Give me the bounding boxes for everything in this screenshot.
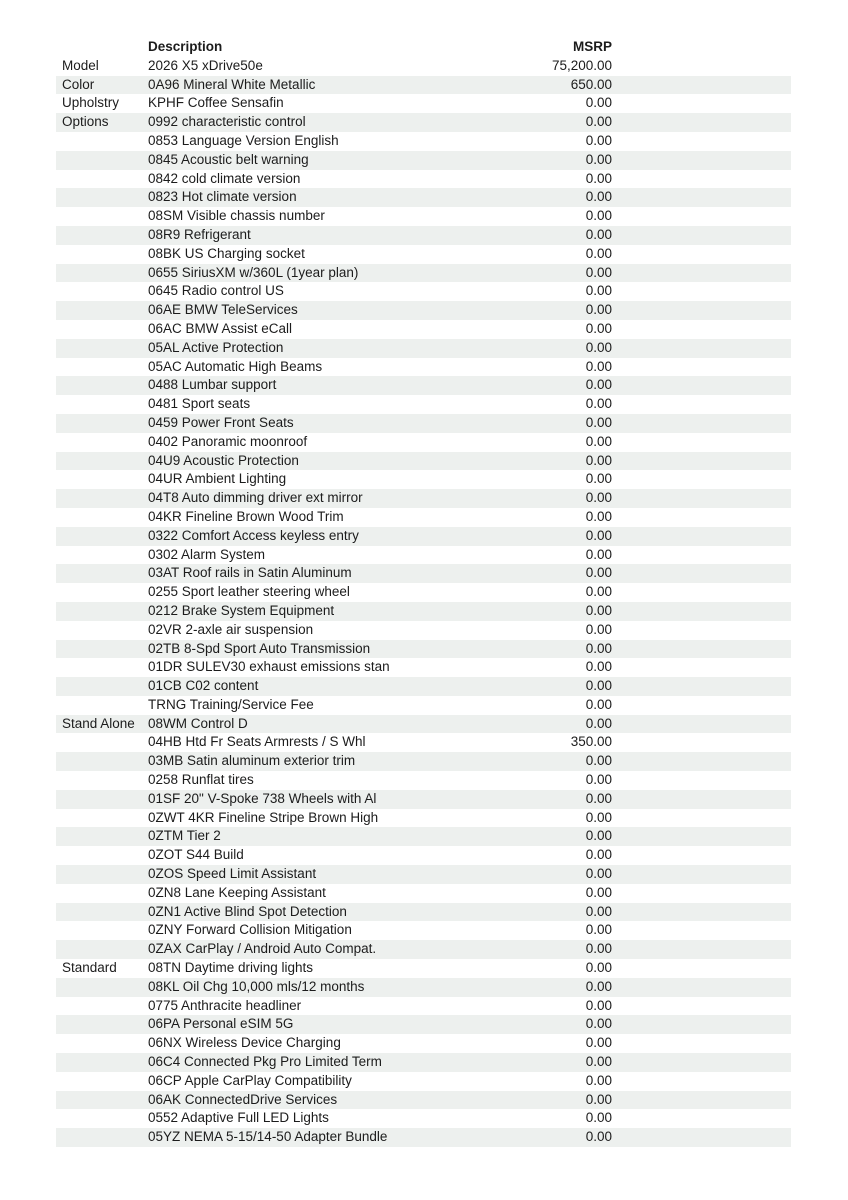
table-row: [56, 508, 791, 527]
row-msrp: 0.00: [585, 602, 612, 618]
row-msrp: 0.00: [585, 396, 612, 412]
row-filler: [612, 188, 791, 207]
table-row: [56, 1128, 791, 1147]
row-filler: [612, 1091, 791, 1110]
row-description: 0552 Adaptive Full LED Lights: [148, 1110, 329, 1126]
row-filler: [612, 715, 791, 734]
row-filler: [612, 57, 791, 76]
table-row: [56, 188, 791, 207]
row-filler: [612, 151, 791, 170]
table-row: [56, 339, 791, 358]
row-category: [56, 508, 148, 527]
row-filler: [612, 752, 791, 771]
table-row: [56, 696, 791, 715]
row-filler: [612, 226, 791, 245]
row-category: [56, 301, 148, 320]
row-msrp: 0.00: [585, 1091, 612, 1107]
table-row: [56, 207, 791, 226]
row-description: 0992 characteristic control: [148, 114, 306, 130]
table-row: [56, 658, 791, 677]
row-category: [56, 583, 148, 602]
row-description: 0ZOS Speed Limit Assistant: [148, 866, 317, 882]
row-filler: [612, 170, 791, 189]
table-row: [56, 132, 791, 151]
row-filler: [612, 301, 791, 320]
row-description: 08WM Control D: [148, 715, 248, 731]
row-msrp: 0.00: [585, 264, 612, 280]
row-category: [56, 846, 148, 865]
row-category: [56, 827, 148, 846]
row-msrp: 0.00: [585, 527, 612, 543]
table-row: [56, 264, 791, 283]
row-description: 05AL Active Protection: [148, 339, 284, 355]
row-msrp: 0.00: [585, 565, 612, 581]
row-category: [56, 903, 148, 922]
row-description: 03AT Roof rails in Satin Aluminum: [148, 565, 352, 581]
row-category: [56, 1109, 148, 1128]
row-description: 0ZN8 Lane Keeping Assistant: [148, 884, 326, 900]
row-category: [56, 358, 148, 377]
row-msrp: 75,200.00: [551, 57, 612, 73]
table-row: [56, 1015, 791, 1034]
row-filler: [612, 564, 791, 583]
table-row: [56, 76, 791, 95]
row-description: 06CP Apple CarPlay Compatibility: [148, 1072, 352, 1088]
row-filler: [612, 376, 791, 395]
row-filler: [612, 508, 791, 527]
row-filler: [612, 621, 791, 640]
table-row: [56, 940, 791, 959]
msrp-column-header: MSRP: [572, 39, 612, 54]
table-row: [56, 997, 791, 1016]
row-filler: [612, 264, 791, 283]
row-description: 0ZWT 4KR Fineline Stripe Brown High: [148, 809, 379, 825]
row-filler: [612, 959, 791, 978]
row-msrp: 0.00: [585, 678, 612, 694]
table-row: [56, 771, 791, 790]
row-msrp: 0.00: [585, 903, 612, 919]
row-msrp: 0.00: [585, 377, 612, 393]
table-row: [56, 564, 791, 583]
row-filler: [612, 903, 791, 922]
row-category: [56, 339, 148, 358]
row-description: 06C4 Connected Pkg Pro Limited Term: [148, 1054, 382, 1070]
row-category: [56, 658, 148, 677]
row-description: 0459 Power Front Seats: [148, 414, 294, 430]
table-row: [56, 903, 791, 922]
row-description: 06AC BMW Assist eCall: [148, 320, 293, 336]
row-filler: [612, 677, 791, 696]
row-msrp: 0.00: [585, 772, 612, 788]
row-filler: [612, 978, 791, 997]
table-row: [56, 884, 791, 903]
row-filler: [612, 282, 791, 301]
row-msrp: 0.00: [585, 659, 612, 675]
row-filler: [612, 884, 791, 903]
row-description: 08TN Daytime driving lights: [148, 960, 314, 976]
row-category: [56, 771, 148, 790]
row-msrp: 0.00: [585, 640, 612, 656]
row-msrp: 650.00: [570, 76, 612, 92]
row-msrp: 0.00: [585, 132, 612, 148]
row-category: [56, 527, 148, 546]
row-description: 0842 cold climate version: [148, 170, 301, 186]
row-msrp: 350.00: [570, 734, 612, 750]
row-msrp: 0.00: [585, 809, 612, 825]
row-filler: [612, 602, 791, 621]
row-msrp: 0.00: [585, 95, 612, 111]
row-msrp: 0.00: [585, 189, 612, 205]
row-msrp: 0.00: [585, 715, 612, 731]
row-category: Model: [62, 57, 99, 73]
row-category: [56, 865, 148, 884]
row-category: [56, 752, 148, 771]
row-description: 01CB C02 content: [148, 678, 259, 694]
row-msrp: 0.00: [585, 1054, 612, 1070]
row-filler: [612, 113, 791, 132]
row-msrp: 0.00: [585, 1110, 612, 1126]
table-row: [56, 226, 791, 245]
row-description: 01SF 20" V-Spoke 738 Wheels with Al: [148, 790, 377, 806]
table-header-row: [56, 38, 791, 57]
row-category: Options: [62, 114, 109, 130]
row-category: [56, 1015, 148, 1034]
row-category: [56, 414, 148, 433]
row-msrp: 0.00: [585, 621, 612, 637]
row-filler: [612, 76, 791, 95]
row-category: [56, 132, 148, 151]
row-category: [56, 207, 148, 226]
row-filler: [612, 658, 791, 677]
table-row: [56, 1072, 791, 1091]
row-filler: [612, 489, 791, 508]
row-msrp: 0.00: [585, 997, 612, 1013]
row-filler: [612, 997, 791, 1016]
row-description: 0ZNY Forward Collision Mitigation: [148, 922, 352, 938]
row-msrp: 0.00: [585, 1035, 612, 1051]
row-msrp: 0.00: [585, 433, 612, 449]
row-category: [56, 978, 148, 997]
table-row: [56, 57, 791, 76]
row-filler: [612, 583, 791, 602]
row-description: 04UR Ambient Lighting: [148, 471, 287, 487]
table-row: [56, 395, 791, 414]
row-description: 08BK US Charging socket: [148, 245, 305, 261]
table-row: [56, 1034, 791, 1053]
table-row: [56, 677, 791, 696]
row-filler: [612, 696, 791, 715]
row-description: 0258 Runflat tires: [148, 772, 254, 788]
row-category: [56, 1091, 148, 1110]
row-filler: [612, 940, 791, 959]
row-description: 06PA Personal eSIM 5G: [148, 1016, 294, 1032]
table-row: [56, 113, 791, 132]
row-description: 04HB Htd Fr Seats Armrests / S Whl: [148, 734, 366, 750]
table-row: [56, 170, 791, 189]
table-row: [56, 733, 791, 752]
row-description: 05YZ NEMA 5-15/14-50 Adapter Bundle: [148, 1129, 388, 1145]
row-category: [56, 245, 148, 264]
row-msrp: 0.00: [585, 847, 612, 863]
row-description: 06AE BMW TeleServices: [148, 302, 298, 318]
category-column-header: [56, 38, 148, 57]
row-msrp: 0.00: [585, 941, 612, 957]
row-filler: [612, 395, 791, 414]
table-row: [56, 320, 791, 339]
table-row: [56, 602, 791, 621]
row-description: 03MB Satin aluminum exterior trim: [148, 753, 356, 769]
table-row: [56, 301, 791, 320]
header-filler: [612, 38, 791, 57]
row-description: 0823 Hot climate version: [148, 189, 297, 205]
row-category: [56, 226, 148, 245]
row-category: [56, 188, 148, 207]
row-description: 0853 Language Version English: [148, 132, 339, 148]
row-filler: [612, 921, 791, 940]
row-category: [56, 809, 148, 828]
table-row: [56, 846, 791, 865]
row-description: 0645 Radio control US: [148, 283, 284, 299]
row-description: 0302 Alarm System: [148, 546, 266, 562]
row-filler: [612, 846, 791, 865]
row-category: [56, 1072, 148, 1091]
row-description: 04KR Fineline Brown Wood Trim: [148, 508, 344, 524]
row-msrp: 0.00: [585, 696, 612, 712]
table-row: [56, 621, 791, 640]
row-description: 0845 Acoustic belt warning: [148, 151, 309, 167]
row-category: Standard: [62, 960, 117, 976]
row-category: [56, 395, 148, 414]
row-filler: [612, 865, 791, 884]
row-description: 08R9 Refrigerant: [148, 226, 251, 242]
row-msrp: 0.00: [585, 960, 612, 976]
row-filler: [612, 1128, 791, 1147]
row-description: 0ZOT S44 Build: [148, 847, 244, 863]
table-row: [56, 245, 791, 264]
table-row: [56, 151, 791, 170]
table-row: [56, 546, 791, 565]
row-description: 0212 Brake System Equipment: [148, 602, 335, 618]
row-description: 0ZTM Tier 2: [148, 828, 221, 844]
row-filler: [612, 245, 791, 264]
row-description: TRNG Training/Service Fee: [148, 696, 314, 712]
row-filler: [612, 809, 791, 828]
table-row: [56, 583, 791, 602]
row-msrp: 0.00: [585, 1072, 612, 1088]
row-category: [56, 320, 148, 339]
table-row: [56, 827, 791, 846]
row-msrp: 0.00: [585, 753, 612, 769]
table-row: [56, 921, 791, 940]
row-msrp: 0.00: [585, 546, 612, 562]
row-filler: [612, 470, 791, 489]
row-category: Upholstry: [62, 95, 120, 111]
row-msrp: 0.00: [585, 320, 612, 336]
row-category: Stand Alone: [62, 715, 135, 731]
row-category: [56, 170, 148, 189]
table-row: [56, 282, 791, 301]
table-row: [56, 809, 791, 828]
table-row: [56, 470, 791, 489]
table-row: [56, 640, 791, 659]
row-category: [56, 282, 148, 301]
row-filler: [612, 433, 791, 452]
row-msrp: 0.00: [585, 414, 612, 430]
table-body: [56, 57, 791, 1147]
row-category: [56, 564, 148, 583]
table-row: [56, 978, 791, 997]
row-msrp: 0.00: [585, 584, 612, 600]
row-description: 06AK ConnectedDrive Services: [148, 1091, 338, 1107]
row-msrp: 0.00: [585, 866, 612, 882]
table-row: [56, 752, 791, 771]
row-description: 08SM Visible chassis number: [148, 208, 325, 224]
table-row: [56, 959, 791, 978]
row-msrp: 0.00: [585, 508, 612, 524]
table-row: [56, 433, 791, 452]
row-filler: [612, 1072, 791, 1091]
row-category: [56, 940, 148, 959]
row-description: 04T8 Auto dimming driver ext mirror: [148, 490, 363, 506]
row-description: 06NX Wireless Device Charging: [148, 1035, 341, 1051]
table-row: [56, 715, 791, 734]
row-filler: [612, 1034, 791, 1053]
row-category: [56, 151, 148, 170]
row-category: [56, 884, 148, 903]
table-row: [56, 1091, 791, 1110]
row-filler: [612, 827, 791, 846]
row-category: [56, 1128, 148, 1147]
row-description: 2026 X5 xDrive50e: [148, 57, 263, 73]
description-column-header: Description: [148, 39, 223, 54]
row-msrp: 0.00: [585, 884, 612, 900]
row-description: 0775 Anthracite headliner: [148, 997, 302, 1013]
table-row: [56, 94, 791, 113]
table-row: [56, 1109, 791, 1128]
row-description: 0481 Sport seats: [148, 396, 251, 412]
row-msrp: 0.00: [585, 114, 612, 130]
row-msrp: 0.00: [585, 170, 612, 186]
row-category: [56, 376, 148, 395]
row-filler: [612, 94, 791, 113]
row-filler: [612, 414, 791, 433]
row-msrp: 0.00: [585, 283, 612, 299]
table-row: [56, 414, 791, 433]
row-description: 0488 Lumbar support: [148, 377, 277, 393]
row-msrp: 0.00: [585, 922, 612, 938]
row-category: Color: [62, 76, 95, 92]
row-msrp: 0.00: [585, 490, 612, 506]
row-msrp: 0.00: [585, 358, 612, 374]
row-msrp: 0.00: [585, 245, 612, 261]
row-msrp: 0.00: [585, 302, 612, 318]
row-category: [56, 790, 148, 809]
row-msrp: 0.00: [585, 1016, 612, 1032]
row-filler: [612, 358, 791, 377]
table-row: [56, 489, 791, 508]
table-row: [56, 358, 791, 377]
row-description: 02VR 2-axle air suspension: [148, 621, 314, 637]
row-description: 04U9 Acoustic Protection: [148, 452, 299, 468]
row-description: 0ZAX CarPlay / Android Auto Compat.: [148, 941, 377, 957]
row-category: [56, 1053, 148, 1072]
row-category: [56, 470, 148, 489]
row-category: [56, 602, 148, 621]
row-filler: [612, 320, 791, 339]
row-category: [56, 733, 148, 752]
row-msrp: 0.00: [585, 978, 612, 994]
row-description: 0322 Comfort Access keyless entry: [148, 527, 359, 543]
row-filler: [612, 452, 791, 471]
row-category: [56, 1034, 148, 1053]
row-filler: [612, 339, 791, 358]
row-msrp: 0.00: [585, 339, 612, 355]
row-msrp: 0.00: [585, 208, 612, 224]
row-category: [56, 489, 148, 508]
table-row: [56, 865, 791, 884]
row-filler: [612, 546, 791, 565]
row-description: 02TB 8-Spd Sport Auto Transmission: [148, 640, 371, 656]
row-msrp: 0.00: [585, 828, 612, 844]
row-filler: [612, 771, 791, 790]
table-row: [56, 452, 791, 471]
row-filler: [612, 1053, 791, 1072]
row-description: 08KL Oil Chg 10,000 mls/12 months: [148, 978, 365, 994]
row-description: 05AC Automatic High Beams: [148, 358, 323, 374]
row-msrp: 0.00: [585, 1129, 612, 1145]
row-filler: [612, 207, 791, 226]
table-row: [56, 376, 791, 395]
row-category: [56, 546, 148, 565]
row-category: [56, 677, 148, 696]
row-description: 0655 SiriusXM w/360L (1year plan): [148, 264, 359, 280]
row-filler: [612, 527, 791, 546]
table-row: [56, 1053, 791, 1072]
row-filler: [612, 1015, 791, 1034]
row-description: KPHF Coffee Sensafin: [148, 95, 284, 111]
row-msrp: 0.00: [585, 471, 612, 487]
row-category: [56, 696, 148, 715]
row-msrp: 0.00: [585, 790, 612, 806]
row-category: [56, 640, 148, 659]
row-msrp: 0.00: [585, 151, 612, 167]
pricing-table: [56, 38, 791, 1147]
row-category: [56, 921, 148, 940]
row-description: 0402 Panoramic moonroof: [148, 433, 308, 449]
row-category: [56, 264, 148, 283]
row-filler: [612, 132, 791, 151]
row-filler: [612, 733, 791, 752]
table-row: [56, 790, 791, 809]
row-filler: [612, 640, 791, 659]
row-filler: [612, 1109, 791, 1128]
row-category: [56, 452, 148, 471]
row-filler: [612, 790, 791, 809]
table-row: [56, 527, 791, 546]
row-description: 0255 Sport leather steering wheel: [148, 584, 350, 600]
row-category: [56, 433, 148, 452]
row-category: [56, 621, 148, 640]
row-description: 0ZN1 Active Blind Spot Detection: [148, 903, 347, 919]
row-category: [56, 997, 148, 1016]
row-msrp: 0.00: [585, 452, 612, 468]
row-description: 0A96 Mineral White Metallic: [148, 76, 316, 92]
row-msrp: 0.00: [585, 226, 612, 242]
row-description: 01DR SULEV30 exhaust emissions stan: [148, 659, 390, 675]
